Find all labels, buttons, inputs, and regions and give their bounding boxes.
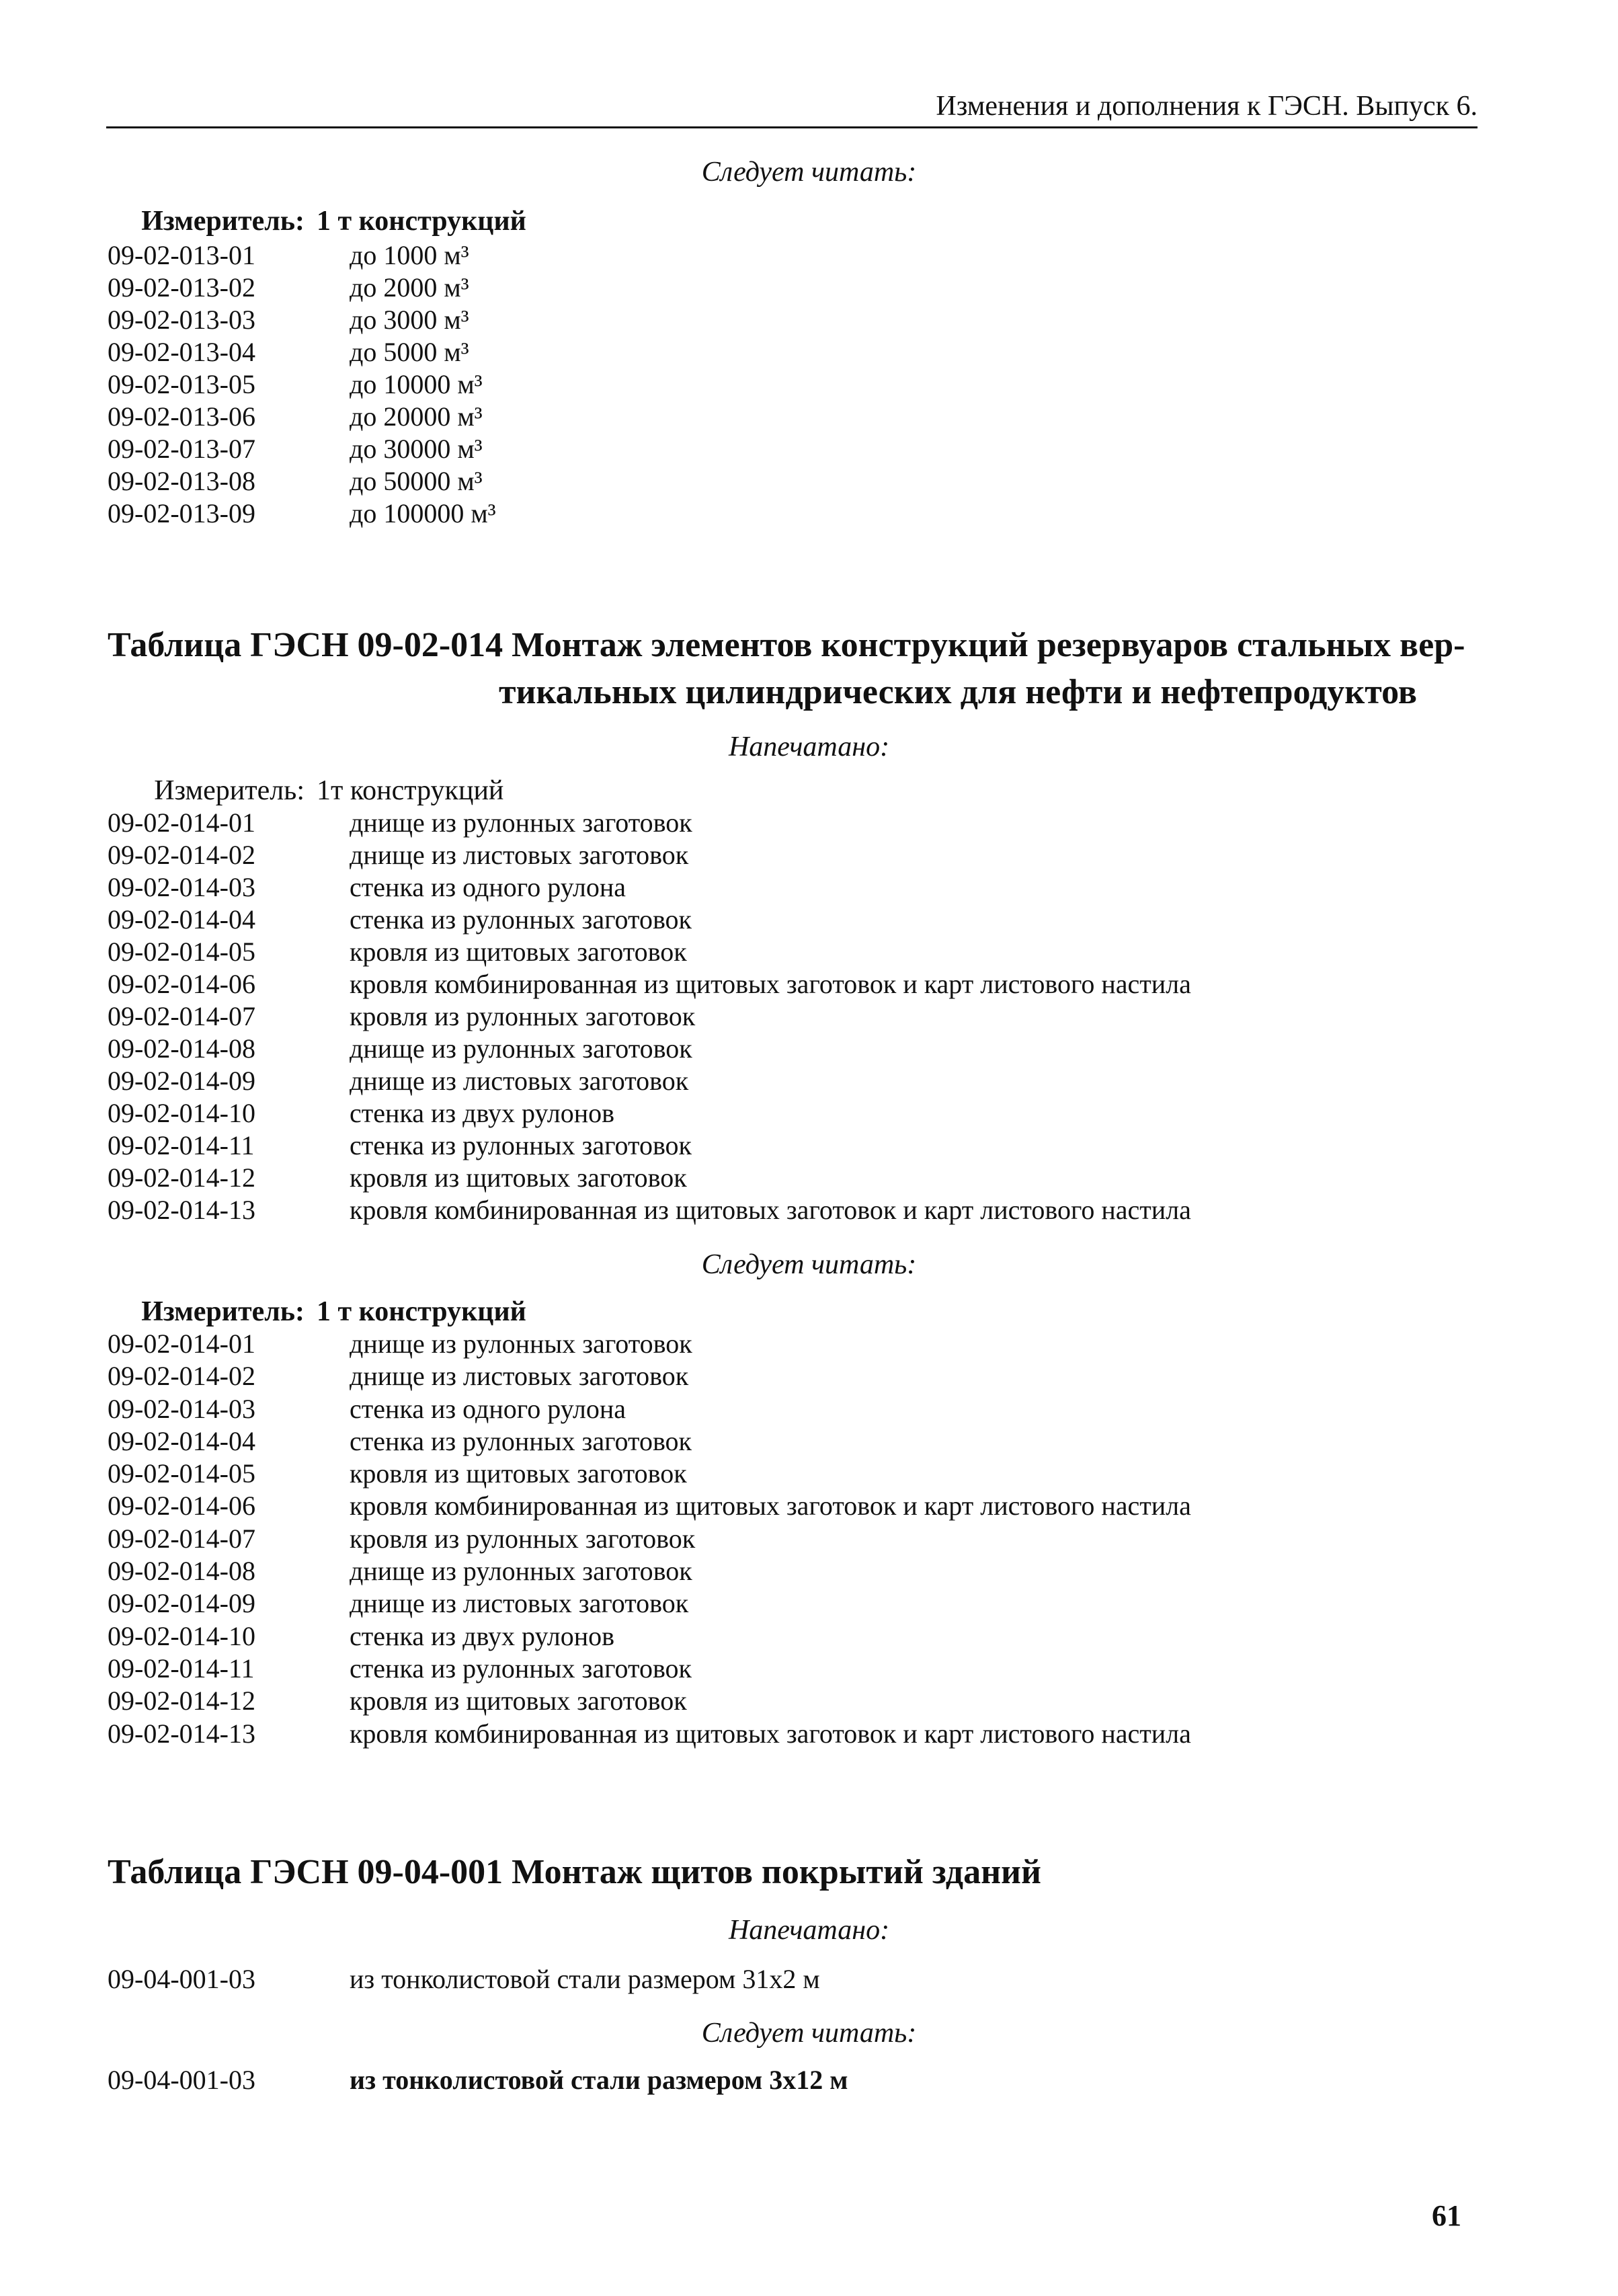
list-item [108, 465, 496, 498]
table-014-title-line1: Таблица ГЭСН 09-02-014 Монтаж элементов конструкций резервуаров стальных вер- [108, 626, 1465, 664]
table-04-001-title: Таблица ГЭСН 09-04-001 Монтаж щитов покрытий зданий [108, 1853, 1041, 1891]
item-desc: днище из рулонных заготовок [350, 807, 692, 838]
item-desc: стенка из рулонных заготовок [350, 1425, 692, 1456]
measure-label: Измеритель: [154, 775, 305, 806]
list-item [108, 1523, 1191, 1555]
item-desc: стенка из двух рулонов [350, 1098, 615, 1128]
list-item [108, 1490, 1191, 1522]
list-item [108, 1033, 1191, 1065]
item-code: 09-02-014-05 [108, 937, 255, 967]
item-code: 09-02-014-08 [108, 1556, 255, 1587]
item-desc: кровля из рулонных заготовок [350, 1523, 696, 1554]
item-code: 09-02-014-06 [108, 1491, 255, 1521]
item-desc: кровля комбинированная из щитовых заготовок и карт листового настила [350, 1718, 1191, 1749]
item-desc: до 5000 м³ [350, 337, 469, 367]
measure-value: 1т конструкций [317, 775, 504, 806]
list-item [108, 1962, 820, 1997]
item-desc: кровля из щитовых заготовок [350, 1686, 687, 1716]
page-number: 61 [1432, 2199, 1461, 2232]
item-code: 09-02-013-09 [108, 498, 255, 528]
list-item [108, 839, 1191, 871]
list-item [108, 1194, 1191, 1226]
item-code: 09-02-014-03 [108, 872, 255, 902]
list-014-corrected [108, 1328, 1191, 1750]
list-item [108, 1000, 1191, 1033]
item-desc: до 1000 м³ [350, 240, 469, 270]
list-item [108, 1360, 1191, 1392]
item-code: 09-02-014-09 [108, 1588, 255, 1619]
item-code: 09-02-014-11 [108, 1130, 255, 1160]
item-code: 09-02-014-06 [108, 969, 255, 999]
item-code: 09-02-013-02 [108, 272, 255, 303]
item-desc: днище из листовых заготовок [350, 1066, 689, 1096]
item-desc: днище из рулонных заготовок [350, 1556, 692, 1587]
item-desc: до 10000 м³ [350, 369, 483, 399]
item-desc: до 2000 м³ [350, 272, 469, 303]
measure-line-corrected [0, 1294, 526, 1329]
label-printed-04: Напечатано: [728, 1915, 890, 1946]
item-desc: из тонколистовой стали размером 31х2 м [350, 1964, 820, 1994]
item-desc: днище из листовых заготовок [350, 1361, 689, 1392]
list-item [108, 1685, 1191, 1717]
list-item [108, 272, 496, 304]
measure-label: Измеритель: [141, 206, 305, 237]
list-item [108, 2063, 848, 2098]
list-item [108, 807, 1191, 839]
list-item [108, 239, 496, 272]
list-item [108, 1097, 1191, 1130]
list-item [108, 1458, 1191, 1490]
list-item [108, 1393, 1191, 1425]
item-desc: кровля из щитовых заготовок [350, 1162, 687, 1193]
item-code: 09-02-013-07 [108, 434, 255, 464]
item-desc: кровля комбинированная из щитовых заготовок и карт листового настила [350, 1195, 1191, 1225]
list-item [108, 871, 1191, 904]
item-code: 09-02-014-04 [108, 904, 255, 935]
list-item [108, 304, 496, 336]
item-desc: днище из листовых заготовок [350, 840, 689, 870]
list-item [108, 1587, 1191, 1620]
item-code: 09-02-014-12 [108, 1686, 255, 1716]
item-code: 09-02-013-03 [108, 305, 255, 335]
item-desc: из тонколистовой стали размером 3х12 м [350, 2065, 848, 2095]
list-item [108, 1425, 1191, 1458]
list-item [108, 904, 1191, 936]
row-04-corrected [108, 2063, 848, 2098]
list-item [108, 968, 1191, 1000]
table-014-title-line2: тикальных цилиндрических для нефти и нефтепродуктов [499, 673, 1417, 711]
item-code: 09-02-014-09 [108, 1066, 255, 1096]
list-item [108, 1555, 1191, 1587]
measure-value: 1 т конструкций [317, 1296, 526, 1327]
item-code: 09-02-014-13 [108, 1718, 255, 1749]
item-code: 09-02-014-07 [108, 1001, 255, 1031]
list-item [108, 1620, 1191, 1653]
item-desc: до 3000 м³ [350, 305, 469, 335]
list-item [108, 336, 496, 368]
label-printed: Напечатано: [728, 731, 890, 762]
item-code: 09-02-013-05 [108, 369, 255, 399]
item-desc: днище из листовых заготовок [350, 1588, 689, 1619]
item-code: 09-02-013-04 [108, 337, 255, 367]
item-code: 09-02-014-08 [108, 1033, 255, 1064]
label-should-read-014: Следует читать: [701, 1249, 917, 1280]
item-code: 09-02-014-01 [108, 807, 255, 838]
list-item [108, 936, 1191, 968]
list-013 [108, 239, 496, 530]
list-item [108, 401, 496, 433]
running-header: Изменения и дополнения к ГЭСН. Выпуск 6. [106, 89, 1478, 128]
item-desc: до 30000 м³ [350, 434, 483, 464]
item-desc: кровля из рулонных заготовок [350, 1001, 696, 1031]
item-code: 09-02-014-11 [108, 1653, 255, 1684]
item-desc: до 50000 м³ [350, 466, 483, 496]
item-desc: кровля комбинированная из щитовых заготовок и карт листового настила [350, 1491, 1191, 1521]
item-code: 09-02-014-10 [108, 1098, 255, 1128]
item-code: 09-02-014-01 [108, 1329, 255, 1359]
item-code: 09-02-013-08 [108, 466, 255, 496]
measure-line-printed [0, 773, 503, 808]
list-item [108, 1130, 1191, 1162]
item-code: 09-02-014-02 [108, 840, 255, 870]
item-code: 09-02-014-04 [108, 1425, 255, 1456]
measure-value: 1 т конструкций [317, 206, 526, 237]
item-desc: днище из рулонных заготовок [350, 1329, 692, 1359]
row-04-printed [108, 1962, 820, 1997]
item-desc: до 20000 м³ [350, 401, 483, 432]
item-desc: стенка из одного рулона [350, 1393, 626, 1424]
item-desc: днище из рулонных заготовок [350, 1033, 692, 1064]
list-item [108, 1162, 1191, 1194]
list-014-printed [108, 807, 1191, 1226]
list-item [108, 1653, 1191, 1685]
item-code: 09-02-013-01 [108, 240, 255, 270]
item-desc: стенка из одного рулона [350, 872, 626, 902]
list-item [108, 1328, 1191, 1360]
list-item [108, 498, 496, 530]
item-code: 09-02-014-02 [108, 1361, 255, 1392]
label-should-read: Следует читать: [701, 157, 917, 188]
item-code: 09-02-014-05 [108, 1458, 255, 1489]
item-desc: кровля комбинированная из щитовых заготовок и карт листового настила [350, 969, 1191, 999]
item-code: 09-02-014-07 [108, 1523, 255, 1554]
measure-line [0, 204, 526, 239]
item-desc: стенка из рулонных заготовок [350, 904, 692, 935]
label-should-read-04: Следует читать: [701, 2018, 917, 2049]
item-desc: стенка из рулонных заготовок [350, 1653, 692, 1684]
item-code: 09-02-014-10 [108, 1620, 255, 1651]
list-item [108, 1065, 1191, 1097]
item-code: 09-02-013-06 [108, 401, 255, 432]
table-014-title [108, 622, 1506, 716]
list-item [108, 433, 496, 465]
list-item [108, 1718, 1191, 1750]
item-desc: кровля из щитовых заготовок [350, 937, 687, 967]
item-desc: стенка из двух рулонов [350, 1620, 615, 1651]
list-item [108, 368, 496, 401]
item-code: 09-04-001-03 [108, 1964, 255, 1994]
item-code: 09-02-014-13 [108, 1195, 255, 1225]
item-code: 09-02-014-12 [108, 1162, 255, 1193]
item-code: 09-04-001-03 [108, 2065, 255, 2095]
item-desc: стенка из рулонных заготовок [350, 1130, 692, 1160]
item-code: 09-02-014-03 [108, 1393, 255, 1424]
measure-label: Измеритель: [141, 1296, 305, 1327]
item-desc: кровля из щитовых заготовок [350, 1458, 687, 1489]
item-desc: до 100000 м³ [350, 498, 496, 528]
